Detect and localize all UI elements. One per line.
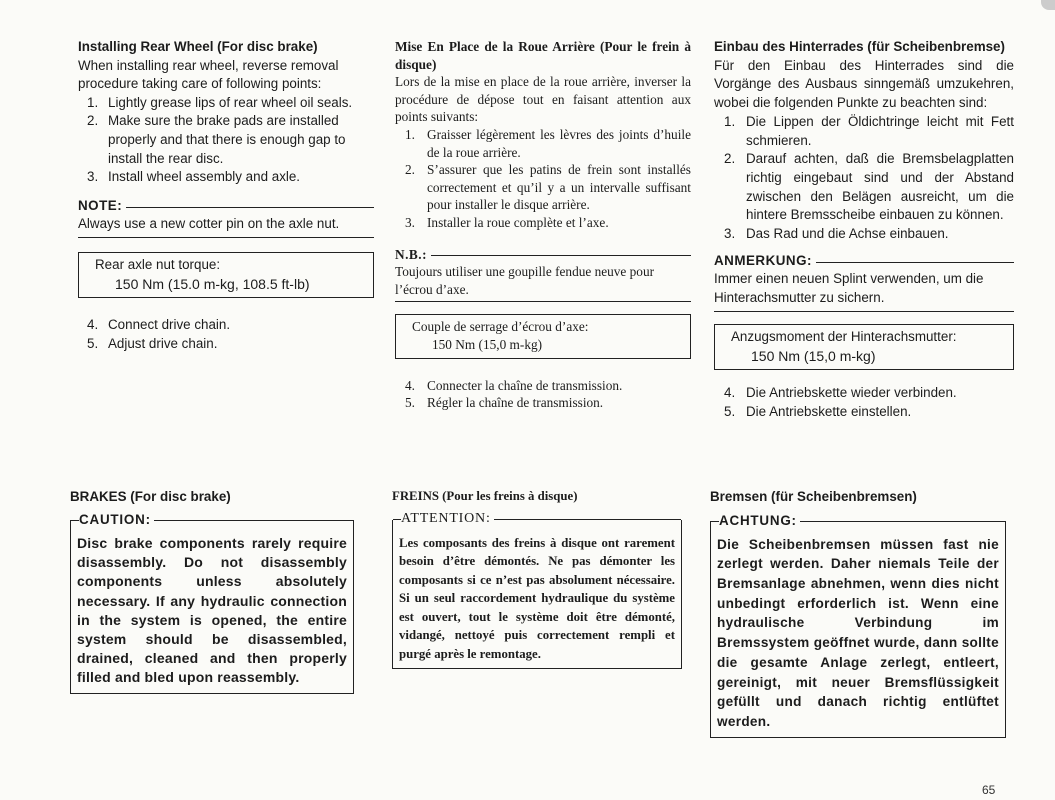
- steps-after-list-de: [714, 384, 1014, 421]
- caution-box-fr: [392, 510, 682, 670]
- brakes-section-de: [710, 487, 1006, 738]
- note-header-fr: [395, 246, 691, 264]
- list-item: 2. S’assurer que les patins de frein sont installés correctement et qu’il y a un intervalle suffisant pour installer le disque arrière.: [405, 162, 691, 213]
- caution-box-en: [70, 512, 354, 694]
- caution-box-de: [710, 512, 1006, 738]
- steps-after-list-en: [78, 316, 374, 353]
- torque-box-en: [78, 252, 374, 298]
- note-header-en: [78, 197, 374, 216]
- note-label-en: NOTE:: [78, 197, 123, 213]
- torque-value-en: 150 Nm (15.0 m-kg, 108.5 ft-lb): [115, 275, 310, 292]
- note-header-de: [714, 252, 1014, 271]
- list-item: 4. Die Antriebskette wieder verbinden.: [724, 385, 957, 401]
- torque-value-de: 150 Nm (15,0 m-kg): [751, 347, 876, 364]
- list-item: 2. Darauf achten, daß die Bremsbelagplatten richtig eingebaut sind und der Abstand zwischen den Belägen ausreicht, um die hintere Bremsscheibe einbauen zu können.: [724, 151, 1014, 223]
- brakes-section-en: [70, 487, 354, 694]
- torque-value-fr: 150 Nm (15,0 m-kg): [432, 336, 543, 352]
- list-item: 3. Installer la roue complète et l’axe.: [405, 214, 609, 230]
- list-item: 5. Die Antriebskette einstellen.: [724, 403, 912, 419]
- install-intro-en: When installing rear wheel, reverse removal procedure taking care of following points:: [78, 57, 339, 92]
- note-label-de: ANMERKUNG:: [714, 252, 812, 268]
- note-text-fr: Toujours utiliser une goupille fendue neuve pour l’écrou d’axe.: [395, 263, 691, 302]
- list-item: 3. Das Rad und die Achse einbauen.: [724, 226, 949, 242]
- list-item: 1. Graisser légèrement les lèvres des joints d’huile de la roue arrière.: [405, 126, 691, 160]
- brakes-title-de: Bremsen (für Scheibenbremsen): [710, 489, 917, 504]
- french-column: [395, 38, 691, 412]
- steps-after-list-fr: [395, 377, 691, 412]
- list-item: 5. Régler la chaîne de transmission.: [405, 395, 604, 411]
- install-intro-fr: Lors de la mise en place de la roue arrière, inverser la procédure de dépose tout en faisant attention aux points suivants:: [395, 74, 691, 125]
- note-text-de: Immer einen neuen Splint verwenden, um die Hinterachsmutter zu sichern.: [714, 270, 1014, 311]
- caution-label-de: ACHTUNG:: [719, 512, 797, 528]
- torque-label-fr: Couple de serrage d’écrou d’axe:: [412, 319, 589, 335]
- list-item: 4. Connect drive chain.: [87, 317, 231, 333]
- install-intro-de: Für den Einbau des Hinterrades sind die Vorgänge des Ausbaus sinngemäß umzukehren, wobei die folgenden Punkte zu beachten sind:: [714, 57, 1014, 111]
- note-text-en: Always use a new cotter pin on the axle nut.: [78, 215, 374, 238]
- install-heading-de: Einbau des Hinterrades (für Scheibenbremse): [714, 39, 1005, 54]
- caution-text-fr: Les composants des freins à disque ont rarement besoin d’être démontés. Ne pas démonter les composants si ce n’est pas absolument nécessaire. Si un seul raccordement hydraulique du système est ouvert, tout le système doit être démonté, vidangé, nettoyé puis correctement rempli et purgé après le remontage.: [399, 535, 675, 661]
- caution-text-de: Die Scheibenbremsen müssen fast nie zerlegt werden. Daher niemals Teile der Bremsanlage abnehmen, wenn dies nicht unbedingt erforderlich ist. Wenn eine hydraulische Verbindung im Bremssystem geöffnet wurde, dann sollte die gesamte Anlage zerlegt, entleert, gereinigt, mit neuer Bremsflüssigkeit gefüllt und danach richtig entlüftet werden.: [717, 536, 999, 729]
- install-heading-fr: Mise En Place de la Roue Arrière (Pour le frein à disque): [395, 39, 691, 72]
- caution-label-en: CAUTION:: [79, 512, 151, 527]
- note-label-fr: N.B.:: [395, 246, 428, 262]
- caution-label-fr: ATTENTION:: [401, 510, 491, 526]
- english-column: [78, 38, 374, 353]
- list-item: 4. Connecter la chaîne de transmission.: [405, 377, 623, 393]
- list-item: 3. Install wheel assembly and axle.: [87, 169, 301, 185]
- page-number: 65: [982, 783, 996, 797]
- german-column: [714, 38, 1014, 422]
- torque-label-en: Rear axle nut torque:: [95, 256, 221, 272]
- torque-box-fr: [395, 314, 691, 358]
- list-item: 1. Lightly grease lips of rear wheel oil seals.: [87, 94, 353, 110]
- steps-list-fr: [395, 126, 691, 232]
- caution-text-en: Disc brake components rarely require disassembly. Do not disassembly components unless absolutely necessary. If any hydraulic connection in the system is opened, the entire system should be disassembled, drained, cleaned and then properly filled and bled upon reassembly.: [77, 535, 347, 686]
- brakes-title-fr: FREINS (Pour les freins à disque): [392, 489, 578, 503]
- brakes-title-en: BRAKES (For disc brake): [70, 489, 231, 504]
- list-item: 1. Die Lippen der Öldichtringe leicht mit Fett schmieren.: [724, 113, 1014, 148]
- steps-list-en: [78, 94, 374, 187]
- torque-box-de: [714, 324, 1014, 370]
- torque-label-de: Anzugsmoment der Hinterachsmutter:: [731, 328, 957, 344]
- steps-list-de: [714, 113, 1014, 244]
- brakes-section-fr: [392, 487, 682, 669]
- list-item: 5. Adjust drive chain.: [87, 335, 218, 351]
- scan-corner-mark: [1041, 0, 1055, 10]
- list-item: 2. Make sure the brake pads are installed properly and that there is enough gap to install the rear disc.: [87, 113, 346, 166]
- install-heading-en: Installing Rear Wheel (For disc brake): [78, 39, 318, 54]
